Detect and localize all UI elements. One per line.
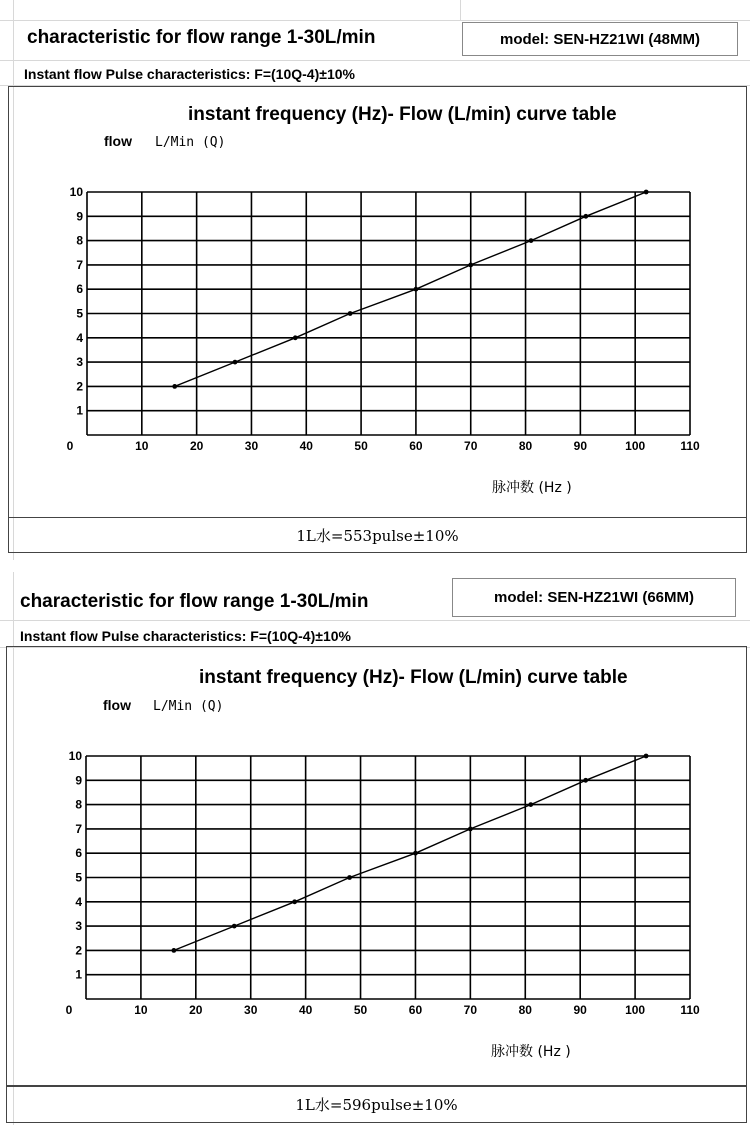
x-tick-label: 90 — [573, 439, 588, 453]
flow-data-point — [292, 899, 297, 904]
x-tick-label: 90 — [573, 1003, 587, 1017]
x-tick-label: 60 — [408, 1003, 423, 1017]
x-tick-label: 20 — [189, 439, 204, 453]
flow-data-point — [347, 875, 352, 880]
flow-data-point — [414, 287, 419, 292]
flow-data-point — [468, 263, 473, 268]
x-tick-label: 110 — [680, 1003, 700, 1017]
y-tick-label: 1 — [75, 967, 82, 982]
x-tick-label: 70 — [464, 439, 478, 453]
model-badge: model: SEN-HZ21WI (66MM) — [452, 578, 736, 617]
pulse-footer: 1L水=596pulse±10% — [6, 1085, 747, 1123]
x-tick-label: 100 — [625, 1003, 646, 1017]
y-tick-label: 4 — [76, 330, 83, 345]
flow-data-point — [468, 827, 473, 832]
x-tick-label: 0 — [65, 1003, 73, 1017]
x-tick-label: 10 — [135, 439, 149, 453]
y-tick-label: 5 — [76, 306, 83, 321]
flow-frequency-chart — [0, 0, 750, 520]
flow-data-point — [171, 948, 176, 953]
y-axis-unit: L/Min (Q) — [153, 699, 224, 714]
x-tick-label: 80 — [518, 439, 533, 453]
y-tick-label: 2 — [75, 943, 82, 958]
chart-panel-66mm — [0, 572, 750, 1125]
flow-data-point — [172, 384, 177, 389]
x-tick-label: 80 — [518, 1003, 532, 1017]
x-tick-label: 100 — [625, 439, 646, 453]
flow-data-point — [348, 311, 353, 316]
y-tick-label: 10 — [69, 185, 83, 199]
x-tick-label: 40 — [299, 439, 313, 453]
y-tick-label: 7 — [75, 821, 82, 836]
y-axis-label: flow — [103, 697, 131, 713]
x-tick-label: 20 — [189, 1003, 203, 1017]
x-tick-label: 30 — [244, 1003, 258, 1017]
chart-panel-48mm — [0, 0, 750, 560]
pulse-footer: 1L水=553pulse±10% — [8, 517, 747, 553]
x-tick-label: 70 — [463, 1003, 478, 1017]
y-tick-label: 3 — [75, 919, 82, 934]
page-title: characteristic for flow range 1-30L/min — [20, 591, 369, 612]
x-tick-label: 0 — [66, 439, 74, 453]
flow-data-point — [413, 851, 418, 856]
x-tick-label: 60 — [409, 439, 423, 453]
y-tick-label: 7 — [76, 257, 83, 272]
y-tick-label: 9 — [75, 773, 82, 788]
flow-data-point — [644, 754, 649, 759]
flow-data-point — [529, 238, 534, 243]
y-tick-label: 8 — [75, 797, 82, 812]
flow-data-point — [293, 335, 298, 340]
y-tick-label: 9 — [76, 209, 83, 224]
chart-title: instant frequency (Hz)- Flow (L/min) curve table — [199, 667, 628, 688]
model-badge: model: SEN-HZ21WI (48MM) — [462, 22, 738, 56]
x-tick-label: 110 — [680, 439, 700, 453]
y-tick-label: 3 — [76, 355, 83, 370]
flow-data-point — [583, 778, 588, 783]
x-tick-label: 40 — [298, 1003, 313, 1017]
y-axis-label: flow — [104, 133, 132, 149]
x-axis-label: 脉冲数 (Hz ) — [492, 480, 572, 496]
formula-subtitle: Instant flow Pulse characteristics: F=(10Q-4)±10% — [20, 628, 351, 644]
x-tick-label: 50 — [354, 439, 368, 453]
x-tick-label: 50 — [353, 1003, 368, 1017]
y-tick-label: 1 — [76, 403, 83, 418]
y-tick-label: 5 — [75, 870, 82, 885]
flow-data-point — [528, 802, 533, 807]
y-tick-label: 2 — [76, 379, 83, 394]
y-tick-label: 6 — [76, 282, 83, 297]
page-title: characteristic for flow range 1-30L/min — [27, 27, 376, 48]
y-tick-label: 6 — [75, 846, 82, 861]
chart-title: instant frequency (Hz)- Flow (L/min) curve table — [188, 104, 617, 125]
flow-frequency-chart — [0, 572, 750, 1092]
x-tick-label: 10 — [134, 1003, 148, 1017]
y-tick-label: 10 — [68, 749, 82, 763]
y-tick-label: 4 — [75, 894, 82, 909]
flow-data-point — [232, 924, 237, 929]
flow-data-point — [644, 190, 649, 195]
flow-data-point — [583, 214, 588, 219]
y-axis-unit: L/Min (Q) — [155, 135, 226, 150]
y-tick-label: 8 — [76, 233, 83, 248]
x-axis-label: 脉冲数 (Hz ) — [491, 1044, 571, 1060]
formula-subtitle: Instant flow Pulse characteristics: F=(10Q-4)±10% — [24, 66, 355, 82]
x-tick-label: 30 — [244, 439, 259, 453]
flow-data-point — [233, 360, 238, 365]
